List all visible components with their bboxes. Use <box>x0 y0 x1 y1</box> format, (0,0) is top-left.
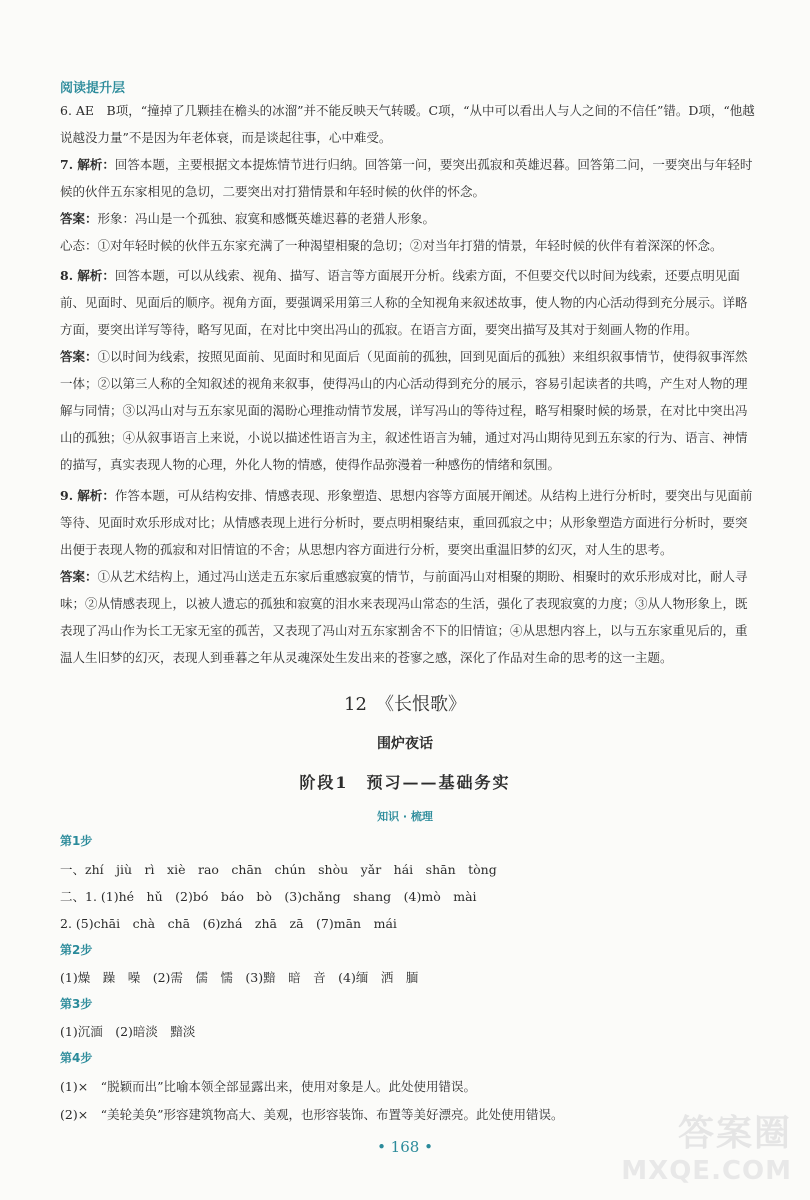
analysis-text: 作答本题，可从结构安排、情感表现、形象塑造、思想内容等方面展开阐述。从结构上进行分析时，要突出与见面前等待、见面时欢乐形成对比；从情感表现上进行分析时，要点明相聚结束，重回孤寂之中；从形象塑造方面进行分析时，要突出便于表现人物的孤寂和对旧情谊的不舍；从思想内容方面进行分析，要突出重温旧梦的幻灭，对人生的思考。 <box>60 488 753 557</box>
watermark-text-bottom: MXQE.COM <box>621 1156 792 1186</box>
watermark-logo <box>621 1105 792 1186</box>
answer-label: 答案： <box>60 211 98 226</box>
step-4-line-1: (1)× “脱颖而出”比喻本领全部显露出来，使用对象是人。此处使用错误。 <box>60 1079 476 1094</box>
question-6: 6. AE B项，“撞掉了几颗挂在檐头的冰溜”并不能反映天气转暖。C项，“从中可以看出人与人之间的不信任”错。D项，“他越说越没力量”不是因为年老体衰，而是谈起往事，心中难受。 <box>60 103 755 145</box>
step-1-line-2: 二、1. (1)hé hǔ (2)bó báo bò (3)chǎng shang (4)mò mài <box>60 889 477 904</box>
answer-label: 答案： <box>60 569 98 584</box>
answer-text: ①从艺术结构上，通过冯山送走五东家后重感寂寞的情节，与前面冯山对相聚的期盼、相聚时的欢乐形成对比，耐人寻味；②从情感表现上，以被人遗忘的孤独和寂寞的泪水来表现冯山常态的生活，强化了表现寂寞的力度；③从人物形象上，既表现了冯山作为长工无家无室的孤苦，又表现了冯山对五东家割舍不下的旧情谊；④从思想内容上，以与五东家重见后的，重温人生旧梦的幻灭，表现人到垂暮之年从灵魂深处生发出来的苍寥之感，深化了作品对生命的思考的这一主题。 <box>60 569 748 665</box>
question-9-analysis <box>60 482 755 563</box>
answer-text: 形象：冯山是一个孤独、寂寞和感慨英雄迟暮的老猎人形象。 <box>97 211 436 226</box>
step-2-heading: 第2步 <box>60 943 93 957</box>
step-3-line-1: (1)沉湎 (2)暗淡 黯淡 <box>60 1024 196 1039</box>
analysis-label: 8. 解析： <box>60 268 115 283</box>
step-2-line-1: (1)燥 躁 噪 (2)需 儒 懦 (3)黯 暗 音 (4)缅 洒 腼 <box>60 970 419 985</box>
step-1-heading: 第1步 <box>60 834 93 848</box>
answer-label: 答案： <box>60 349 98 364</box>
stage-title: 阶段1 预习——基础务实 <box>299 773 511 792</box>
question-9-answer <box>60 563 755 671</box>
analysis-label: 9. 解析： <box>60 488 115 503</box>
section-heading: 阅读提升层 <box>60 81 126 96</box>
step-4-line-2: (2)× “美轮美奂”形容建筑物高大、美观，也形容装饰、布置等美好漂亮。此处使用错误。 <box>60 1107 564 1122</box>
question-7-analysis <box>60 151 755 205</box>
question-8-analysis <box>60 262 755 343</box>
answer-text: ①以时间为线索，按照见面前、见面时和见面后（见面前的孤独，回到见面后的孤独）来组织叙事情节，使得叙事浑然一体；②以第三人称的全知叙述的视角来叙事，使得冯山的内心活动得到充分的展示，容易引起读者的共鸣，产生对人物的理解与同情；③以冯山对与五东家见面的渴盼心理推动情节发展，详写冯山的等待过程，略写相聚时候的场景，在对比中突出冯山的孤独；④从叙事语言上来说，小说以描述性语言为主，叙述性语言为辅，通过对冯山期待见到五东家的行为、语言、神情的描写，真实表现人物的心理，外化人物的情感，使得作品弥漫着一种感伤的情绪和氛围。 <box>60 349 748 472</box>
question-8-answer <box>60 343 755 478</box>
step-1-line-3: 2. (5)chāi chà chā (6)zhá zhā zā (7)mān mái <box>60 916 397 931</box>
knowledge-heading: 知识 · 梳理 <box>377 810 433 823</box>
analysis-text: 回答本题，可以从线索、视角、描写、语言等方面展开分析。线索方面，不但要交代以时间为线索，还要点明见面前、见面时、见面后的顺序。视角方面，要强调采用第三人称的全知视角来叙述故事，使人物的内心活动得到充分展示。详略方面，要突出详写等待，略写见面，在对比中突出冯山的孤寂。在语言方面，要突出描写及其对于刻画人物的作用。 <box>60 268 748 337</box>
page-number: • 168 • <box>377 1138 433 1156</box>
question-7-answer-2: 心态：①对年轻时候的伙伴五东家充满了一种渴望相聚的急切；②对当年打猎的情景，年轻时候的伙伴有着深深的怀念。 <box>60 238 723 253</box>
step-3-heading: 第3步 <box>60 997 93 1011</box>
watermark-text-top: 答案圈 <box>677 1113 792 1154</box>
analysis-label: 7. 解析： <box>60 157 115 172</box>
step-4-heading: 第4步 <box>60 1051 93 1065</box>
sub-title: 围炉夜话 <box>377 736 433 752</box>
step-1-line-1: 一、zhí jiù rì xiè rao chān chún shòu yǎr hái shān tòng <box>60 862 497 877</box>
lesson-title: 12 《长恨歌》 <box>344 694 466 715</box>
question-7-answer <box>60 205 755 232</box>
analysis-text: 回答本题，主要根据文本提炼情节进行归纳。回答第一问，要突出孤寂和英雄迟暮。回答第二问，一要突出与年轻时候的伙伴五东家相见的急切，二要突出对打猎情景和年轻时候的伙伴的怀念。 <box>60 157 753 199</box>
